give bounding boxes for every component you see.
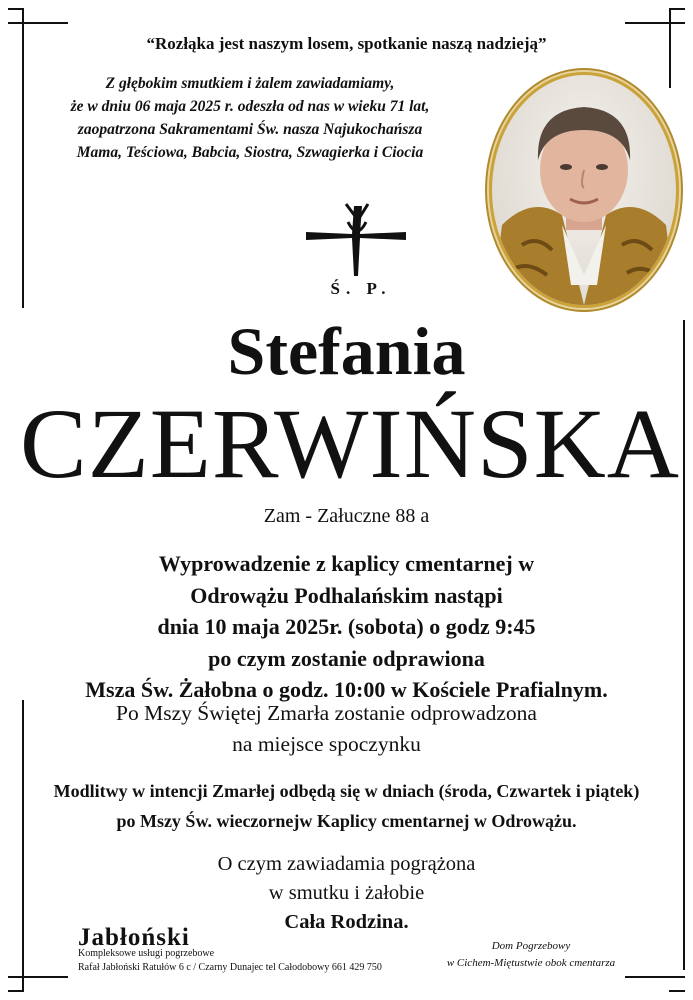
- portrait-image: [492, 75, 676, 305]
- intro-line: Z głębokim smutkiem i żalem zawiadamiamy,: [105, 75, 395, 92]
- motto: “Rozłąka jest naszym losem, spotkanie naszą nadzieją”: [146, 34, 547, 53]
- frame-corner-tl: [8, 8, 24, 10]
- funeral-home-line: Dom Pogrzebowy: [491, 940, 571, 952]
- ceremony-line: Odrowążu Podhalańskim nastąpi: [190, 582, 503, 608]
- funeral-home: [436, 938, 626, 972]
- portrait-photo: [489, 72, 679, 308]
- frame-corner-bl: [8, 990, 24, 992]
- frame-corner-br: [669, 990, 685, 992]
- ceremony-line: Wyprowadzenie z kaplicy cmentarnej w: [158, 551, 535, 576]
- sp-abbreviation: Ś. P.: [330, 279, 392, 298]
- intro-text: [40, 72, 460, 164]
- funeral-company-logo: [78, 926, 214, 959]
- frame-corner-tr: [669, 8, 685, 10]
- family-line: w smutku i żałobie: [268, 882, 425, 904]
- prayer-info: [20, 776, 673, 836]
- company-tagline: Kompleksowe usługi pogrzebowe: [78, 948, 215, 959]
- ceremony-line: Msza Św. Żałobna o godz. 10:00 w Kościele Prafialnym.: [85, 677, 608, 702]
- family-signature: Cała Rodzina.: [284, 911, 409, 933]
- company-address: Rafał Jabłoński Ratułów 6 c / Czarny Dunajec tel Całodobowy 661 429 750: [78, 962, 382, 973]
- funeral-home-line: w Cichem-Miętustwie obok cmentarza: [446, 957, 616, 969]
- burial-line: Po Mszy Świętej Zmarła zostanie odprowadzona: [116, 701, 537, 725]
- burial-line: na miejsce spoczynku: [232, 732, 421, 756]
- ceremony-line: po czym zostanie odprawiona: [208, 645, 485, 671]
- prayer-line: Modlitwy w intencji Zmarłej odbędą się w dniach (środa, Czwartek i piątek): [53, 781, 640, 801]
- ceremony-line: dnia 10 maja 2025r. (sobota) o godz 9:45: [157, 614, 536, 639]
- cross-icon: [302, 200, 412, 280]
- intro-line: zaopatrzona Sakramentami Św. nasza Najukochańsza: [77, 121, 423, 138]
- intro-line: Mama, Teściowa, Babcia, Siostra, Szwagierka i Ciocia: [76, 144, 424, 161]
- company-name: Jabłoński: [78, 924, 190, 951]
- family-line: O czym zawiadamia pogrążona: [217, 853, 476, 875]
- frame-bottom-left: [8, 976, 68, 978]
- frame-top-right: [625, 22, 685, 24]
- residence-address: Zam - Załuczne 88 a: [263, 505, 430, 527]
- frame-top-left: [8, 22, 68, 24]
- last-name: CZERWIŃSKA: [20, 388, 680, 499]
- frame-bottom-right: [625, 976, 685, 978]
- intro-line: że w dniu 06 maja 2025 r. odeszła od nas w wieku 71 lat,: [70, 98, 430, 115]
- burial-info: [20, 698, 633, 760]
- prayer-line: po Mszy Św. wieczornejw Kaplicy cmentarnej w Odrowążu.: [116, 811, 577, 831]
- ceremony-details: [20, 548, 673, 706]
- first-name: Stefania: [227, 313, 466, 389]
